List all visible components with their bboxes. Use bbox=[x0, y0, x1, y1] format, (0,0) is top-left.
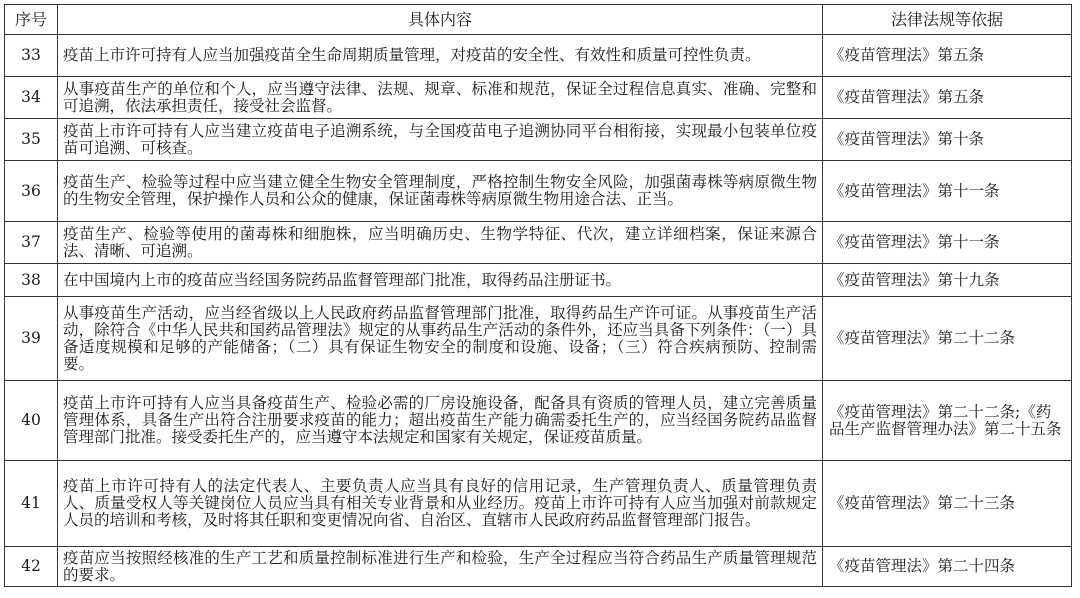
row-content: 疫苗上市许可持有人应当具备疫苗生产、检验必需的厂房设施设备，配备具有资质的管理人员，建立完善质量管理体系，具备生产出符合注册要求疫苗的能力；超出疫苗生产能力确需委托生产的，应当经国务院药品监督管理部门批准。接受委托生产的，应当遵守本法规定和国家有关规定，保证疫苗质量。 bbox=[58, 381, 823, 461]
row-number: 42 bbox=[5, 547, 58, 587]
row-law-basis: 《疫苗管理法》第十九条 bbox=[823, 264, 1072, 297]
regulation-table bbox=[4, 4, 1072, 587]
row-number: 36 bbox=[5, 161, 58, 222]
header-no: 序号 bbox=[5, 5, 58, 35]
table-row bbox=[5, 77, 1072, 119]
header-content: 具体内容 bbox=[58, 5, 823, 35]
table-row bbox=[5, 381, 1072, 461]
row-content: 疫苗生产、检验等过程中应当建立健全生物安全管理制度，严格控制生物安全风险，加强菌毒株等病原微生物的生物安全管理，保护操作人员和公众的健康，保证菌毒株等病原微生物用途合法、正当。 bbox=[58, 161, 823, 222]
row-content: 疫苗生产、检验等使用的菌毒株和细胞株，应当明确历史、生物学特征、代次，建立详细档案，保证来源合法、清晰、可追溯。 bbox=[58, 222, 823, 264]
row-number: 34 bbox=[5, 77, 58, 119]
row-number: 41 bbox=[5, 461, 58, 547]
row-law-basis: 《疫苗管理法》第二十四条 bbox=[823, 547, 1072, 587]
row-number: 38 bbox=[5, 264, 58, 297]
row-law-basis: 《疫苗管理法》第五条 bbox=[823, 35, 1072, 77]
table-row bbox=[5, 35, 1072, 77]
row-content: 疫苗上市许可持有人应当加强疫苗全生命周期质量管理，对疫苗的安全性、有效性和质量可控性负责。 bbox=[58, 35, 823, 77]
row-law-basis: 《疫苗管理法》第二十三条 bbox=[823, 461, 1072, 547]
table-row bbox=[5, 222, 1072, 264]
row-content: 从事疫苗生产活动，应当经省级以上人民政府药品监督管理部门批准，取得药品生产许可证。从事疫苗生产活动，除符合《中华人民共和国药品管理法》规定的从事药品生产活动的条件外，还应当具备下列条件：（一）具备适度规模和足够的产能储备；（二）具有保证生物安全的制度和设施、设备；（三）符合疾病预防、控制需要。 bbox=[58, 297, 823, 381]
row-law-basis: 《疫苗管理法》第二十二条 bbox=[823, 297, 1072, 381]
row-law-basis: 《疫苗管理法》第五条 bbox=[823, 77, 1072, 119]
row-number: 35 bbox=[5, 119, 58, 161]
row-law-basis: 《疫苗管理法》第二十二条;《药品生产监督管理办法》第二十五条 bbox=[823, 381, 1072, 461]
row-content: 疫苗上市许可持有人应当建立疫苗电子追溯系统，与全国疫苗电子追溯协同平台相衔接，实现最小包装单位疫苗可追溯、可核查。 bbox=[58, 119, 823, 161]
row-law-basis: 《疫苗管理法》第十条 bbox=[823, 119, 1072, 161]
header-law: 法律法规等依据 bbox=[823, 5, 1072, 35]
row-content: 疫苗应当按照经核准的生产工艺和质量控制标准进行生产和检验，生产全过程应当符合药品生产质量管理规范的要求。 bbox=[58, 547, 823, 587]
row-content: 在中国境内上市的疫苗应当经国务院药品监督管理部门批准，取得药品注册证书。 bbox=[58, 264, 823, 297]
table-row bbox=[5, 547, 1072, 587]
row-content: 从事疫苗生产的单位和个人，应当遵守法律、法规、规章、标准和规范，保证全过程信息真实、准确、完整和可追溯，依法承担责任，接受社会监督。 bbox=[58, 77, 823, 119]
row-law-basis: 《疫苗管理法》第十一条 bbox=[823, 222, 1072, 264]
table-row bbox=[5, 119, 1072, 161]
header-row bbox=[5, 5, 1072, 35]
row-number: 37 bbox=[5, 222, 58, 264]
table-row bbox=[5, 297, 1072, 381]
row-content: 疫苗上市许可持有人的法定代表人、主要负责人应当具有良好的信用记录，生产管理负责人、质量管理负责人、质量受权人等关键岗位人员应当具有相关专业背景和从业经历。疫苗上市许可持有人应当加强对前款规定人员的培训和考核，及时将其任职和变更情况向省、自治区、直辖市人民政府药品监督管理部门报告。 bbox=[58, 461, 823, 547]
row-number: 33 bbox=[5, 35, 58, 77]
row-number: 40 bbox=[5, 381, 58, 461]
table-row bbox=[5, 461, 1072, 547]
table-row bbox=[5, 264, 1072, 297]
table-row bbox=[5, 161, 1072, 222]
row-law-basis: 《疫苗管理法》第十一条 bbox=[823, 161, 1072, 222]
row-number: 39 bbox=[5, 297, 58, 381]
